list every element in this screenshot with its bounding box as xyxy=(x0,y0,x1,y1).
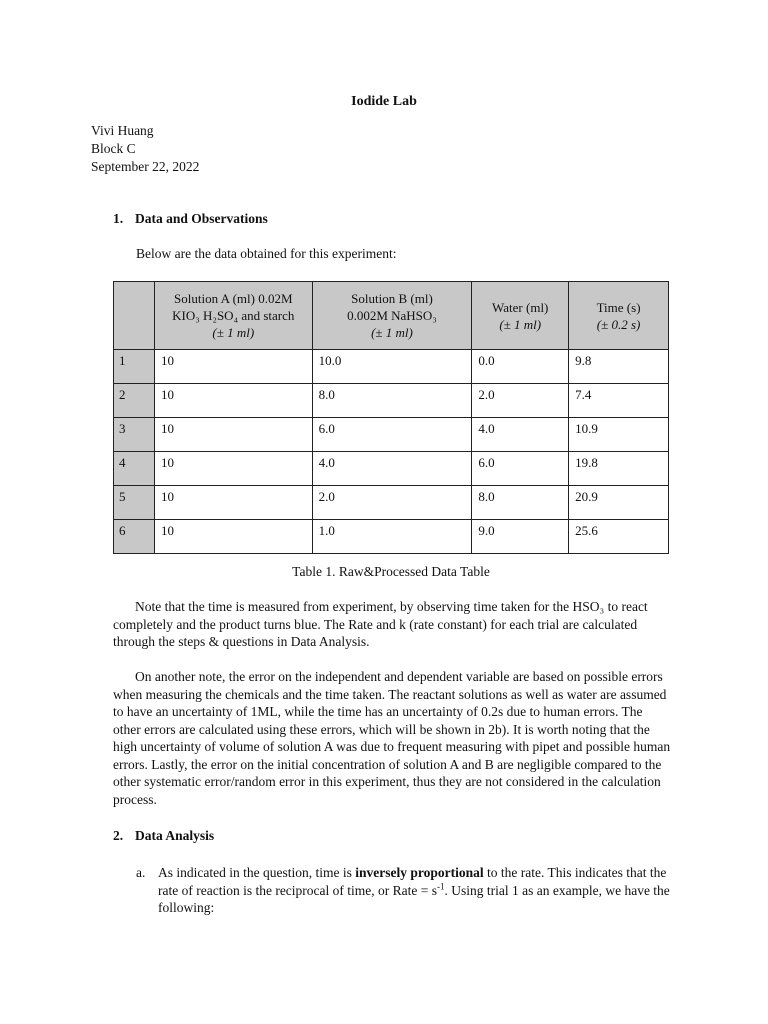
section-title: Data Analysis xyxy=(135,828,215,843)
trial-number: 1 xyxy=(114,350,155,384)
intro-text: Below are the data obtained for this experiment: xyxy=(136,246,397,261)
section-title: Data and Observations xyxy=(135,211,268,226)
item-text: As indicated in the question, time is inversely proportional to the rate. This indicates that the rate of reaction is the reciprocal of time, or Rate = $s^{-1}$. Using trial 1 as an example, we have the following: xyxy=(158,865,670,915)
cell-solution-a: 10 xyxy=(154,486,312,520)
author-block xyxy=(91,122,199,176)
cell-solution-a: 10 xyxy=(154,520,312,554)
table-caption: Table 1. Raw&Processed Data Table xyxy=(292,564,490,579)
cell-solution-a: 10 xyxy=(154,418,312,452)
cell-time: 20.9 xyxy=(569,486,669,520)
cell-solution-b: 2.0 xyxy=(312,486,472,520)
cell-solution-b: 6.0 xyxy=(312,418,472,452)
class-block: Block C xyxy=(91,141,136,156)
cell-water: 4.0 xyxy=(472,418,569,452)
table-row xyxy=(114,452,669,486)
data-table xyxy=(113,281,669,554)
trial-number: 3 xyxy=(114,418,155,452)
table-row xyxy=(114,486,669,520)
cell-solution-a: 10 xyxy=(154,384,312,418)
trial-number: 5 xyxy=(114,486,155,520)
header-solution-b: Solution B (ml) 0.002M NaHSO₃ (± 1 ml) xyxy=(312,282,472,350)
trial-number: 2 xyxy=(114,384,155,418)
cell-solution-b: 4.0 xyxy=(312,452,472,486)
cell-solution-b: 1.0 xyxy=(312,520,472,554)
header-solution-a: Solution A (ml) 0.02M KIO₃ H₂SO₄ and starch (± 1 ml) xyxy=(154,282,312,350)
section-heading-data-observations xyxy=(113,211,268,227)
paragraph-error-note: On another note, the error on the independent and dependent variable are based on possible errors when measuring the chemicals and the time taken. The reactant solutions as well as water are assumed to have an uncertainty of 1ML, while the time has an uncertainty of 0.2s due to human errors. The other errors are calculated using these errors, which will be shown in 2b). It is worth noting that the high uncertainty of volume of solution A was due to frequent measuring with pipet and possible human errors. Lastly, the error on the initial concentration of solution A and B are negligible compared to the other systematic error/random error in this experiment, thus they are not considered in the calculation process. xyxy=(113,669,671,807)
cell-solution-b: 8.0 xyxy=(312,384,472,418)
header-trial xyxy=(114,282,155,350)
cell-water: 6.0 xyxy=(472,452,569,486)
section-heading-data-analysis xyxy=(113,828,214,844)
header-water: Water (ml) (± 1 ml) xyxy=(472,282,569,350)
cell-water: 9.0 xyxy=(472,520,569,554)
paragraph-time-note: Note that the time is measured from experiment, by observing time taken for the HSO₃ to react completely and the product turns blue. The Rate and k (rate constant) for each trial are calculated through the steps & questions in Data Analysis. xyxy=(113,599,648,649)
trial-number: 6 xyxy=(114,520,155,554)
cell-time: 10.9 xyxy=(569,418,669,452)
cell-time: 25.6 xyxy=(569,520,669,554)
item-letter: a. xyxy=(136,865,146,880)
cell-water: 2.0 xyxy=(472,384,569,418)
section-number: 2. xyxy=(113,828,124,843)
exponent: -1 xyxy=(437,881,445,891)
table-header-row xyxy=(114,282,669,350)
author-name: Vivi Huang xyxy=(91,123,154,138)
header-time: Time (s) (± 0.2 s) xyxy=(569,282,669,350)
cell-solution-a: 10 xyxy=(154,452,312,486)
emphasis-text: inversely proportional xyxy=(355,865,484,880)
cell-water: 8.0 xyxy=(472,486,569,520)
cell-solution-a: 10 xyxy=(154,350,312,384)
cell-time: 7.4 xyxy=(569,384,669,418)
section-number: 1. xyxy=(113,211,124,226)
table-row xyxy=(114,418,669,452)
document-title: Iodide Lab xyxy=(351,94,417,109)
table-row xyxy=(114,350,669,384)
table-row xyxy=(114,520,669,554)
cell-solution-b: 10.0 xyxy=(312,350,472,384)
analysis-item-a xyxy=(136,864,676,917)
cell-time: 19.8 xyxy=(569,452,669,486)
cell-water: 0.0 xyxy=(472,350,569,384)
cell-time: 9.8 xyxy=(569,350,669,384)
trial-number: 4 xyxy=(114,452,155,486)
table-row xyxy=(114,384,669,418)
report-date: September 22, 2022 xyxy=(91,159,200,174)
